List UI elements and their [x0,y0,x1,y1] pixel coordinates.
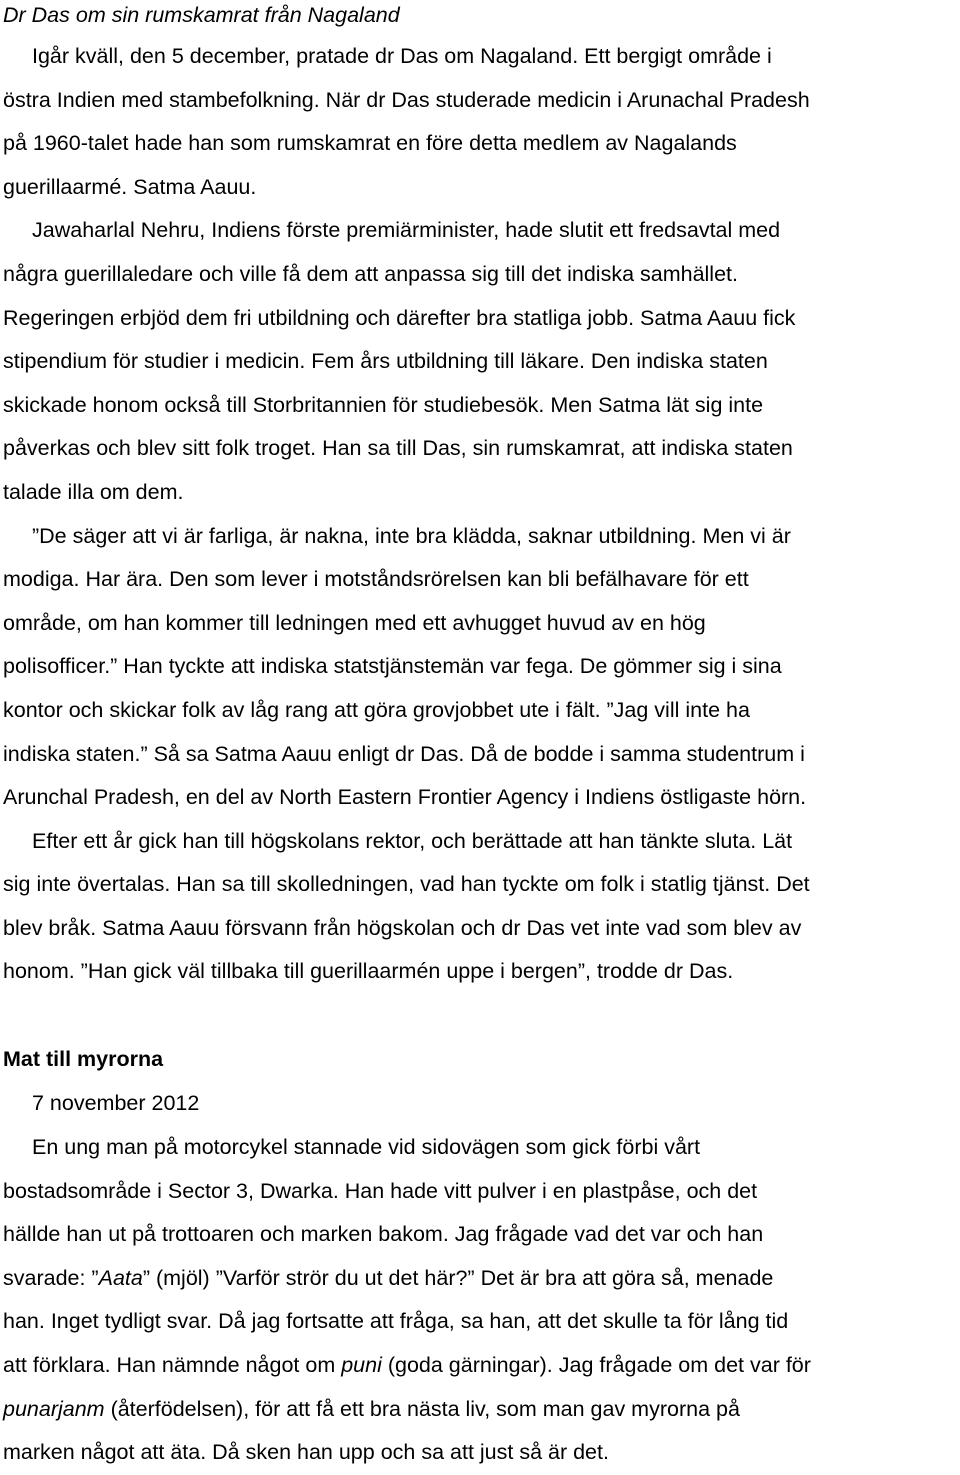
text-line: talade illa om dem. [3,479,184,504]
text-line: Regeringen erbjöd dem fri utbildning och därefter bra statliga jobb. Satma Aauu fick [3,305,796,330]
article-body [3,35,953,994]
text-line: polisofficer.” Han tyckte att indiska statstjänstemän var fega. De gömmer sig i sina [3,654,782,679]
text-line: Arunchal Pradesh, en del av North Eastern Frontier Agency i Indiens östligaste hörn. [3,785,807,810]
text-line: Igår kväll, den 5 december, pratade dr Das om Nagaland. Ett bergigt område i [32,44,772,68]
text-line: honom. ”Han gick väl tillbaka till guerillaarmén uppe i bergen”, trodde dr Das. [3,959,734,984]
article-body-2 [3,1126,953,1475]
text-line: bostadsområde i Sector 3, Dwarka. Han hade vitt pulver i en plastpåse, och det [3,1178,758,1203]
text-line: några guerillaledare och ville få dem att anpassa sig till det indiska samhället. [3,261,738,286]
section-heading: Mat till myrorna [3,1047,164,1071]
text-line: sig inte övertalas. Han sa till skolledningen, vad han tyckte om folk i statlig tjänst. Det [3,872,810,897]
text-line: kontor och skickar folk av låg rang att göra grovjobbet ute i fält. ”Jag vill inte ha [3,697,750,722]
text-line: En ung man på motorcykel stannade vid sidovägen som gick förbi vårt [32,1135,701,1159]
text-line: blev bråk. Satma Aauu försvann från högskolan och dr Das vet inte vad som blev av [3,915,802,940]
text-line: Jawaharlal Nehru, Indiens förste premiärminister, hade slutit ett fredsavtal med [32,218,781,243]
article-date: 7 november 2012 [32,1091,200,1115]
text-line: hällde han ut på trottoaren och marken bakom. Jag frågade vad det var och han [3,1222,764,1247]
text-line: indiska staten.” Så sa Satma Aauu enligt dr Das. Då de bodde i samma studentrum i [3,741,805,766]
text-line: han. Inget tydligt svar. Då jag fortsatte att fråga, sa han, att det skulle ta för lång tid [3,1309,789,1334]
text-line: att förklara. Han nämnde något om puni (goda gärningar). Jag frågade om det var för [3,1352,811,1377]
text-line: område, om han kommer till ledningen med ett avhugget huvud av en hög [3,610,706,635]
text-line: svarade: ”Aata” (mjöl) ”Varför strör du ut det här?” Det är bra att göra så, menade [3,1265,774,1290]
text-line: ”De säger att vi är farliga, är nakna, inte bra klädda, saknar utbildning. Men vi är [32,523,791,548]
text-line: punarjanm (återfödelsen), för att få ett bra nästa liv, som man gav myrorna på [3,1396,740,1421]
text-line: guerillaarmé. Satma Aauu. [3,174,257,199]
text-line: marken något att äta. Då sken han upp och sa att just så är det. [3,1440,609,1465]
text-line: Efter ett år gick han till högskolans rektor, och berättade att han tänkte sluta. Lät [32,828,793,853]
text-line: på 1960-talet hade han som rumskamrat en före detta medlem av Nagalands [3,131,737,156]
text-line: stipendium för studier i medicin. Fem års utbildning till läkare. Den indiska staten [3,349,768,374]
text-line: skickade honom också till Storbritannien för studiebesök. Men Satma lät sig inte [3,392,764,417]
text-line: östra Indien med stambefolkning. När dr Das studerade medicin i Arunachal Pradesh [3,87,810,112]
text-line: påverkas och blev sitt folk troget. Han sa till Das, sin rumskamrat, att indiska staten [3,436,793,461]
article-title: Dr Das om sin rumskamrat från Nagaland [3,3,400,27]
text-line: modiga. Har ära. Den som lever i motståndsrörelsen kan bli befälhavare för ett [3,567,749,592]
